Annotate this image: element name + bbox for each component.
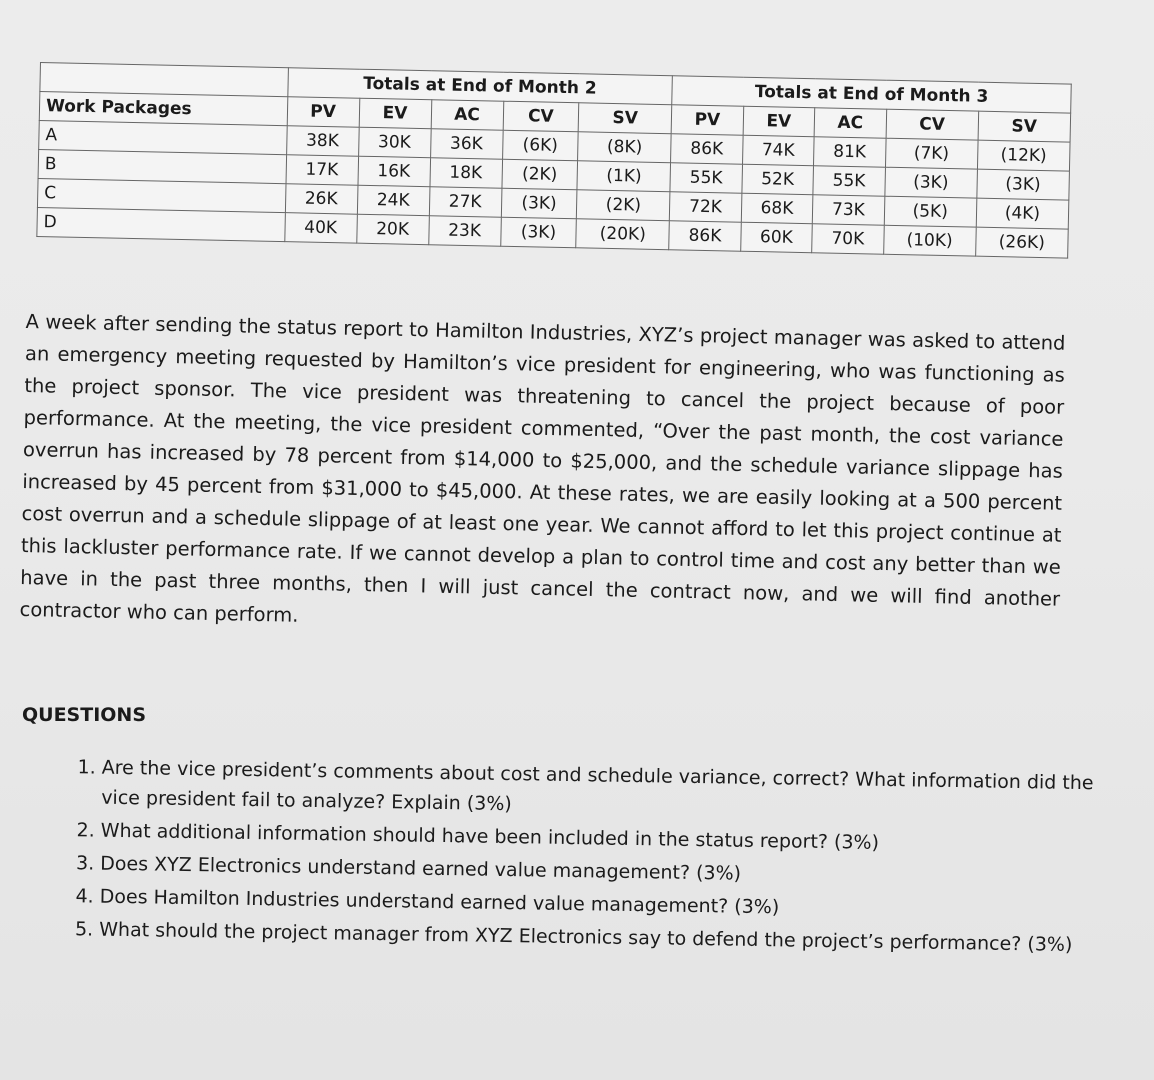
table-cell: 72K xyxy=(670,192,742,222)
case-narrative: A week after sending the status report to Hamilton Industries, XYZ’s project manager was asked to attend an emergency meeting requested by Hamilton’s vice president for engineering, who was functioning as the project sponsor. The vice president was threatening to cancel the project because of poor performance. At the meeting, the vice president commented, “Over the past month, the cost variance overrun has increased by 78 percent from $14,000 to $25,000, and the schedule variance slippage has increased by 45 percent from $31,000 to $45,000. At these rates, we are easily looking at a 500 percent cost overrun and a schedule slippage of at least one year. We cannot afford to let this project continue at this lackluster performance rate. If we cannot develop a plan to control time and cost any better than we have in the past three months, then I will just cancel the contract now, and we will find another contractor who can perform. xyxy=(19,309,1066,627)
table-cell: (4K) xyxy=(976,198,1069,229)
table-cell: 81K xyxy=(814,137,886,167)
table-cell: 36K xyxy=(430,129,503,160)
table-cell: 26K xyxy=(285,184,358,215)
question-item: 4. Does Hamilton Industries understand earned value management? (3%) xyxy=(99,882,1099,928)
question-item: 2. What additional information should have been included in the status report? (3%) xyxy=(101,816,1101,862)
table-cell: 24K xyxy=(357,185,430,216)
col-header-m3-pv: PV xyxy=(671,105,743,135)
table-cell: (2K) xyxy=(577,190,670,221)
table-cell: 38K xyxy=(286,126,359,157)
col-header-m3-ac: AC xyxy=(814,108,886,138)
table-cell: 40K xyxy=(284,213,357,244)
table-cell: 60K xyxy=(740,222,812,252)
table-cell: 16K xyxy=(358,156,431,187)
question-item: 1. Are the vice president’s comments about cost and schedule variance, correct? What information did the vice president fail to analyze? Explain (3%) xyxy=(101,753,1102,829)
table-cell: 70K xyxy=(812,224,884,254)
table-cell: 73K xyxy=(812,195,884,225)
col-header-m3-sv: SV xyxy=(978,111,1071,142)
col-header-m3-cv: CV xyxy=(886,109,979,140)
questions-heading: QUESTIONS xyxy=(22,704,147,726)
question-item: 5. What should the project manager from XYZ Electronics say to defend the project’s performance? (3%) xyxy=(99,915,1099,961)
questions-list xyxy=(57,752,1102,963)
table-cell: (26K) xyxy=(975,227,1068,258)
work-package-label: C xyxy=(37,178,285,212)
work-package-label: D xyxy=(37,207,285,241)
work-package-label: B xyxy=(38,149,286,183)
month2-title: Totals at End of Month 2 xyxy=(287,68,672,105)
table-cell: (5K) xyxy=(884,196,977,227)
col-header-m2-sv: SV xyxy=(579,103,672,134)
table-cell: (3K) xyxy=(500,217,576,248)
table-cell: (3K) xyxy=(501,188,577,219)
table-cell: 86K xyxy=(671,134,743,164)
table-cell: 18K xyxy=(429,158,502,189)
table-cell: (3K) xyxy=(977,169,1070,200)
table-cell: 68K xyxy=(741,193,813,223)
table-cell: 20K xyxy=(356,214,429,245)
table-cell: (20K) xyxy=(576,219,669,250)
table-cell: 30K xyxy=(358,127,431,158)
table-cell: 86K xyxy=(669,221,741,251)
col-header-m2-pv: PV xyxy=(287,97,360,128)
table-cell: (3K) xyxy=(884,167,977,198)
col-header-m3-ev: EV xyxy=(743,106,815,136)
table-cell: 55K xyxy=(813,166,885,196)
work-packages-header: Work Packages xyxy=(39,92,287,126)
table-cell: 17K xyxy=(286,155,359,186)
table-cell: 74K xyxy=(742,135,814,165)
col-header-m2-cv: CV xyxy=(503,101,579,132)
table-cell: (12K) xyxy=(977,140,1070,171)
month3-title: Totals at End of Month 3 xyxy=(672,76,1071,113)
col-header-m2-ac: AC xyxy=(431,100,504,131)
table-cell: (8K) xyxy=(578,132,671,163)
table-cell: (6K) xyxy=(502,130,578,161)
question-item: 3. Does XYZ Electronics understand earned value management? (3%) xyxy=(100,849,1100,895)
table-cell: 27K xyxy=(429,187,502,218)
work-package-label: A xyxy=(39,120,287,154)
table-cell: (1K) xyxy=(577,161,670,192)
earned-value-table xyxy=(36,62,1071,259)
table-cell: 55K xyxy=(670,163,742,193)
table-cell: (2K) xyxy=(501,159,577,190)
table-cell: (10K) xyxy=(883,225,976,256)
col-header-m2-ev: EV xyxy=(359,98,432,129)
table-cell: 23K xyxy=(428,216,501,247)
table-cell: 52K xyxy=(742,164,814,194)
table-cell: (7K) xyxy=(885,138,978,169)
